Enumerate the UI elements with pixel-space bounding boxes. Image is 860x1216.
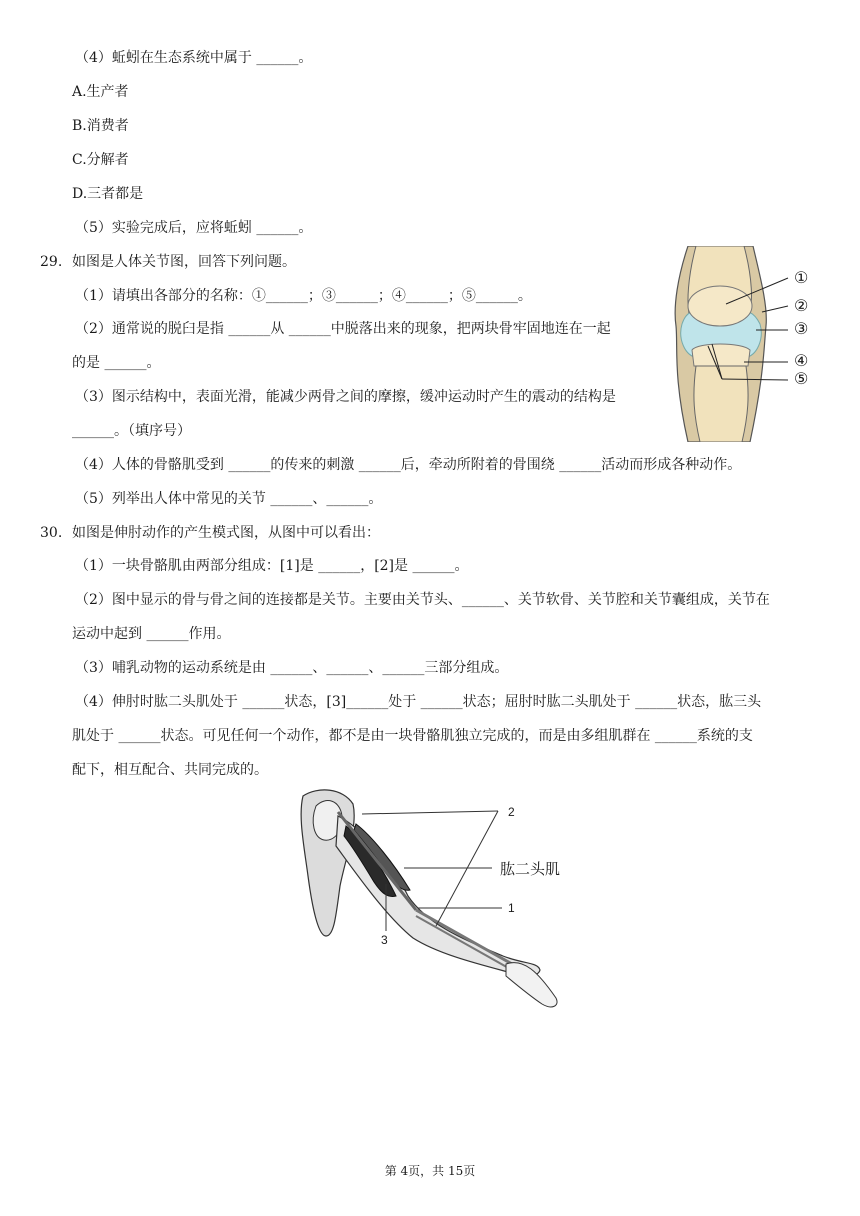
arm-label-biceps: 肱二头肌 xyxy=(500,861,561,878)
q29-part3-line2: ______。（填序号） xyxy=(72,423,191,439)
knee-label-4: ④ xyxy=(794,353,809,370)
q30-part4-line1: （4）伸肘时肱二头肌处于 ______状态，[3]______处于 ______状态；屈肘时肱二头肌处于 ______状态，肱三头 xyxy=(75,694,762,710)
q28-option-a: A.生产者 xyxy=(72,84,129,100)
q30-part4-line3: 配下，相互配合、共同完成的。 xyxy=(72,762,268,778)
q30-part2-line1: （2）图中显示的骨与骨之间的连接都是关节。主要由关节头、______、关节软骨、关节腔和关节囊组成，关节在 xyxy=(75,592,770,608)
knee-label-5: ⑤ xyxy=(794,371,809,388)
elbow-extension-figure xyxy=(298,786,568,1016)
arm-label-2: 2 xyxy=(508,805,515,819)
q30-part4-line2: 肌处于 ______状态。可见任何一个动作，都不是由一块骨骼肌独立完成的，而是由多组肌群在 ______系统的支 xyxy=(72,728,753,744)
q28-part5: （5）实验完成后，应将蚯蚓 ______。 xyxy=(75,220,313,236)
page-footer: 第 4页，共 15页 xyxy=(384,1164,476,1178)
q30-part2-line2: 运动中起到 ______作用。 xyxy=(72,626,231,642)
q30-stem: 如图是伸肘动作的产生模式图，从图中可以看出： xyxy=(72,525,380,541)
q28-option-d: D.三者都是 xyxy=(72,186,144,202)
q30-number: 30. xyxy=(40,525,63,541)
q30-part3: （3）哺乳动物的运动系统是由 ______、______、______三部分组成。 xyxy=(75,660,509,676)
q29-number: 29. xyxy=(40,254,63,270)
q30-part1: （1）一块骨骼肌由两部分组成：[1]是 ______，[2]是 ______。 xyxy=(75,558,469,574)
q29-part2-line1: （2）通常说的脱臼是指 ______从 ______中脱落出来的现象，把两块骨牢固地连在一起 xyxy=(75,321,611,337)
arm-label-3: 3 xyxy=(381,933,388,947)
q29-part5: （5）列举出人体中常见的关节 ______、______。 xyxy=(75,491,383,507)
q28-option-b: B.消费者 xyxy=(72,118,129,134)
q29-part2-line2: 的是 ______。 xyxy=(72,355,161,371)
q29-part1: （1）请填出各部分的名称：①______；③______；④______；⑤______。 xyxy=(75,288,532,304)
q29-part3-line1: （3）图示结构中，表面光滑，能减少两骨之间的摩擦，缓冲运动时产生的震动的结构是 xyxy=(75,389,616,405)
q29-part4: （4）人体的骨骼肌受到 ______的传来的刺激 ______后，牵动所附着的骨围绕 ______活动而形成各种动作。 xyxy=(75,457,742,473)
q28-part4: （4）蚯蚓在生态系统中属于 ______。 xyxy=(75,50,313,66)
knee-label-3: ③ xyxy=(794,321,809,338)
q28-option-c: C.分解者 xyxy=(72,152,129,168)
knee-label-1: ① xyxy=(794,270,809,287)
q29-stem: 如图是人体关节图，回答下列问题。 xyxy=(72,254,296,270)
knee-label-2: ② xyxy=(794,298,809,315)
arm-label-1: 1 xyxy=(508,901,515,915)
